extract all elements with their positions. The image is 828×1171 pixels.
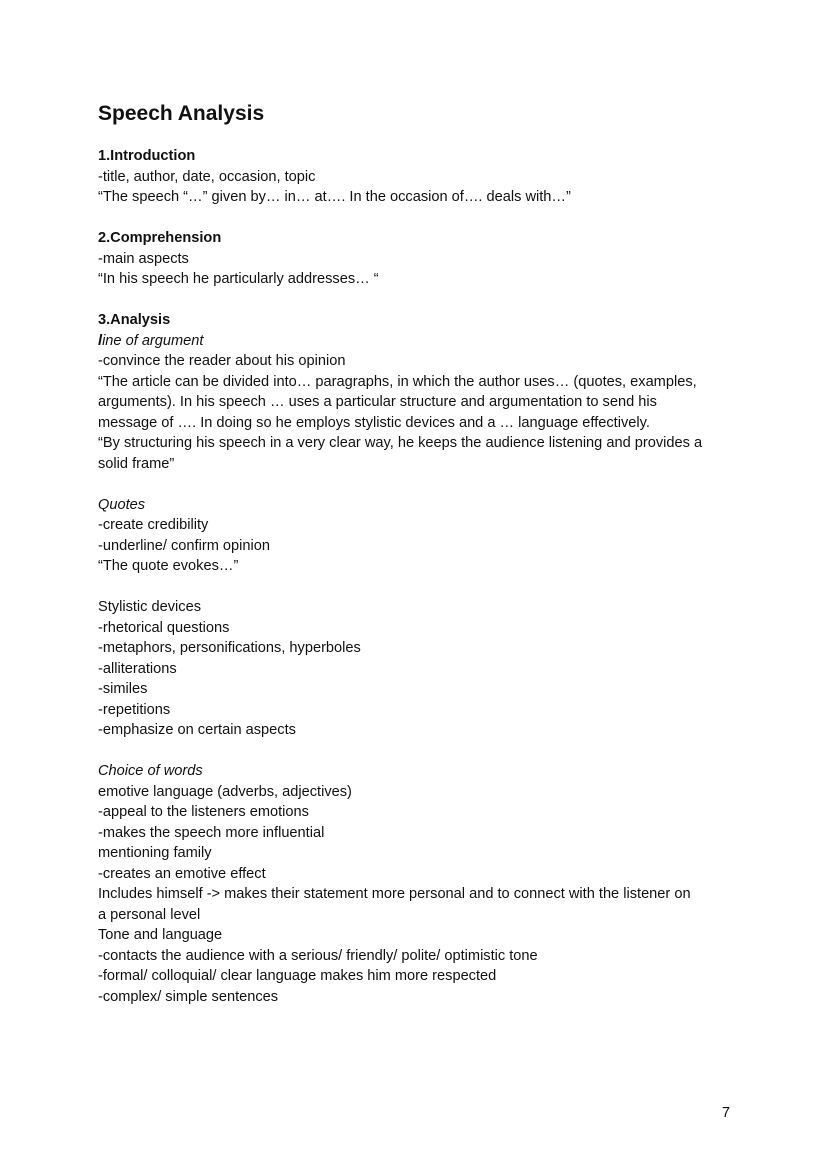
text-line: “The article can be divided into… paragraphs, in which the author uses… (quotes, examples, xyxy=(98,373,697,390)
text-line: -alliterations xyxy=(98,660,177,677)
text-line: -formal/ colloquial/ clear language makes him more respected xyxy=(98,968,497,984)
section-heading: 1.Introduction xyxy=(98,148,196,164)
text-line: -rhetorical questions xyxy=(98,619,230,636)
text-line: emotive language (adverbs, adjectives) xyxy=(98,783,352,800)
section-stylistic-devices xyxy=(98,597,738,741)
text-line: -convince the reader about his opinion xyxy=(98,353,346,369)
text-line: “The speech “…” given by… in… at…. In the occasion of…. deals with…” xyxy=(98,189,571,205)
text-line: -underline/ confirm opinion xyxy=(98,537,270,554)
section-choice-of-words xyxy=(98,761,738,1007)
page-title: Speech Analysis xyxy=(98,102,265,125)
page-number: 7 xyxy=(721,1105,730,1121)
section-heading: 3.Analysis xyxy=(98,312,171,328)
text-line: -main aspects xyxy=(98,250,189,267)
text-line: “By structuring his speech in a very clear way, he keeps the audience listening and provides a xyxy=(98,435,703,451)
text-line: arguments). In his speech … uses a particular structure and argumentation to send his xyxy=(98,394,657,410)
text-line: -complex/ simple sentences xyxy=(98,988,279,1005)
section-heading: 2.Comprehension xyxy=(98,230,222,246)
text-line: mentioning family xyxy=(98,845,212,861)
text-line: “The quote evokes…” xyxy=(98,558,239,574)
text-line: solid frame” xyxy=(98,455,175,472)
page-content xyxy=(98,100,738,1007)
text-line: -contacts the audience with a serious/ friendly/ polite/ optimistic tone xyxy=(98,947,538,964)
section-heading: Choice of words xyxy=(98,763,203,779)
text-line: -creates an emotive effect xyxy=(98,865,266,882)
section-comprehension xyxy=(98,228,738,290)
section-introduction xyxy=(98,146,738,208)
text-line: message of …. In doing so he employs stylistic devices and a … language effectively. xyxy=(98,414,650,431)
section-quotes xyxy=(98,495,738,577)
text-line: -appeal to the listeners emotions xyxy=(98,804,309,820)
text-line: -create credibility xyxy=(98,517,209,533)
text-line: -similes xyxy=(98,681,148,697)
text-line: Tone and language xyxy=(98,927,223,943)
text-line: Includes himself -> makes their statement more personal and to connect with the listener on xyxy=(98,886,691,902)
text-line: a personal level xyxy=(98,906,201,923)
text-line: -repetitions xyxy=(98,701,171,718)
subheading-rest: ine of argument xyxy=(102,332,204,349)
text-line: -emphasize on certain aspects xyxy=(98,722,296,738)
text-line: “In his speech he particularly addresses… “ xyxy=(98,271,379,287)
subheading-lead: l xyxy=(98,332,103,349)
section-analysis xyxy=(98,310,738,474)
subheading-line-of-argument xyxy=(98,331,738,352)
section-heading: Stylistic devices xyxy=(98,599,201,615)
section-heading: Quotes xyxy=(98,496,146,513)
text-line: -title, author, date, occasion, topic xyxy=(98,168,316,185)
text-line: -makes the speech more influential xyxy=(98,824,325,841)
text-line: -metaphors, personifications, hyperboles xyxy=(98,640,361,656)
